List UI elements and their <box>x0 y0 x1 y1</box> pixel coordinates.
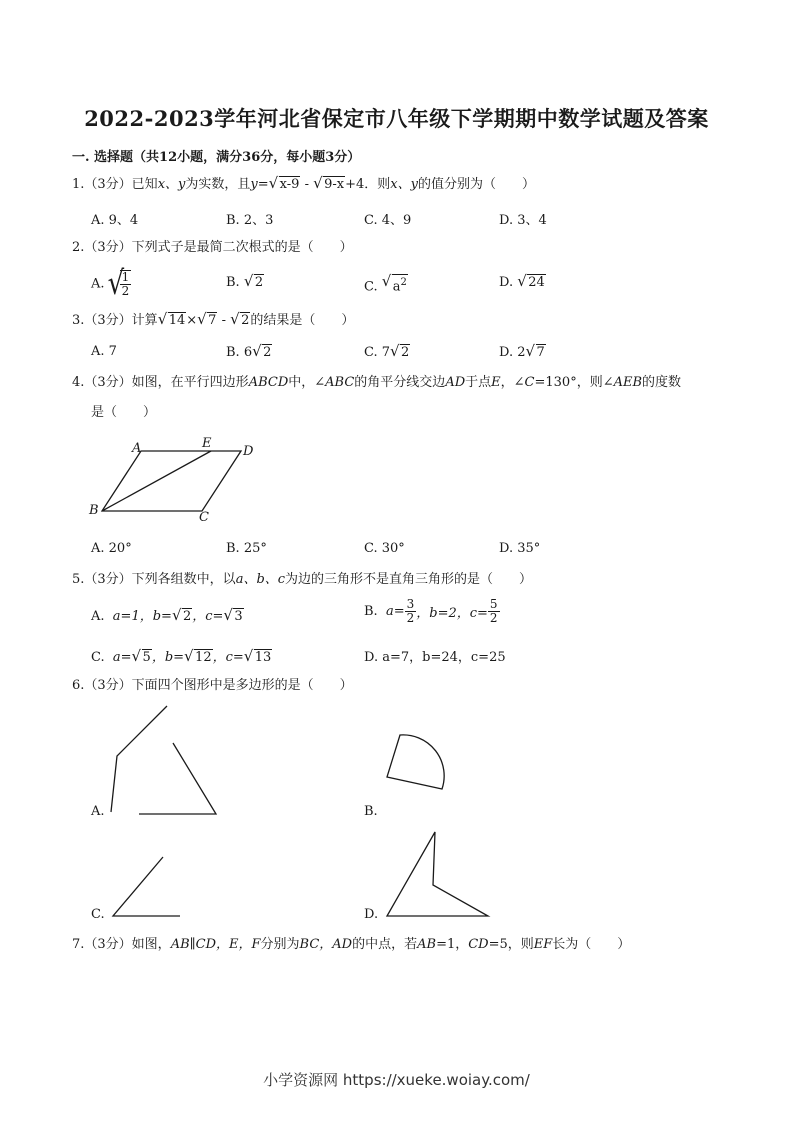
question-7-stem: 7.（3分）如图，AB∥CD，E，F分别为BC，AD的中点，若AB=1，CD=5，则EF长为（ ） <box>72 937 631 952</box>
figure-6d <box>380 825 500 920</box>
q5-option-c: C. a=√ 5，b=√ 12，c=√ 13 <box>91 646 272 665</box>
parallelogram-figure <box>85 435 265 530</box>
label-e: E <box>202 436 212 451</box>
label-c: C <box>199 510 209 525</box>
q5-option-a: A. a=1，b=√ 2，c=√ 3 <box>91 605 244 624</box>
q6-label-d: D. <box>364 907 379 922</box>
question-2-stem: 2.（3分）下列式子是最简二次根式的是（ ） <box>72 240 353 255</box>
page-title: 2022-2023学年河北省保定市八年级下学期期中数学试题及答案 <box>84 106 709 131</box>
q3-option-b: B. 6√ 2 <box>226 344 272 360</box>
question-6-stem: 6.（3分）下面四个图形中是多边形的是（ ） <box>72 678 353 693</box>
label-a: A <box>132 441 142 456</box>
q3-option-c: C. 7√ 2 <box>364 344 410 360</box>
q1-option-d: D. 3、4 <box>499 213 547 228</box>
q1-option-a: A. 9、4 <box>91 213 139 228</box>
label-d: D <box>243 444 254 459</box>
section-heading: 一. 选择题（共12小题，满分36分，每小题3分） <box>72 150 361 165</box>
q5-option-b: B. a= $\frac{3}{2}$ ，b=2，c= $\frac{5}{2}$ <box>364 597 498 625</box>
q4-option-b: B. 25° <box>226 541 267 556</box>
question-4-stem-line2: 是（ ） <box>91 405 157 420</box>
figure-6b <box>380 725 480 815</box>
figure-6a <box>100 700 230 820</box>
q5-option-d: D. a=7，b=24，c=25 <box>364 650 506 665</box>
q2-option-a: A. √ $\frac{1}{2}$ <box>91 270 131 298</box>
label-b: B <box>89 503 99 518</box>
q2-option-b: B. √ 2 <box>226 274 264 290</box>
q4-option-d: D. 35° <box>499 541 541 556</box>
question-5-stem: 5.（3分）下列各组数中，以a、b、c为边的三角形不是直角三角形的是（ ） <box>72 572 533 587</box>
q6-label-b: B. <box>364 804 378 819</box>
q1-option-b: B. 2、3 <box>226 213 274 228</box>
figure-6c <box>100 850 190 920</box>
q6-label-a: A. <box>91 804 105 819</box>
q2-option-c: C. √ $a^2$ <box>364 274 408 294</box>
question-1-stem: 1.（3分）已知x、y为实数，且y=√ x-9 - √ 9-x+4．则x、y的值分别为（ ） <box>72 176 535 194</box>
q4-option-c: C. 30° <box>364 541 405 556</box>
question-3-stem: 3.（3分）计算√ 14×√ 7 - √ 2的结果是（ ） <box>72 312 354 330</box>
q4-option-a: A. 20° <box>91 541 132 556</box>
q6-label-c: C. <box>91 907 105 922</box>
question-4-stem-line1: 4.（3分）如图，在平行四边形ABCD中，∠ABC的角平分线交边AD于点E，∠C=130°，则∠AEB的度数 <box>72 375 682 390</box>
q3-option-d: D. 2√ 7 <box>499 344 546 360</box>
q3-option-a: A. 7 <box>91 344 117 359</box>
footer-watermark: 小学资源网 https://xueke.woiay.com/ <box>263 1071 530 1089</box>
q1-option-c: C. 4、9 <box>364 213 412 228</box>
q2-option-d: D. √ 24 <box>499 274 546 290</box>
